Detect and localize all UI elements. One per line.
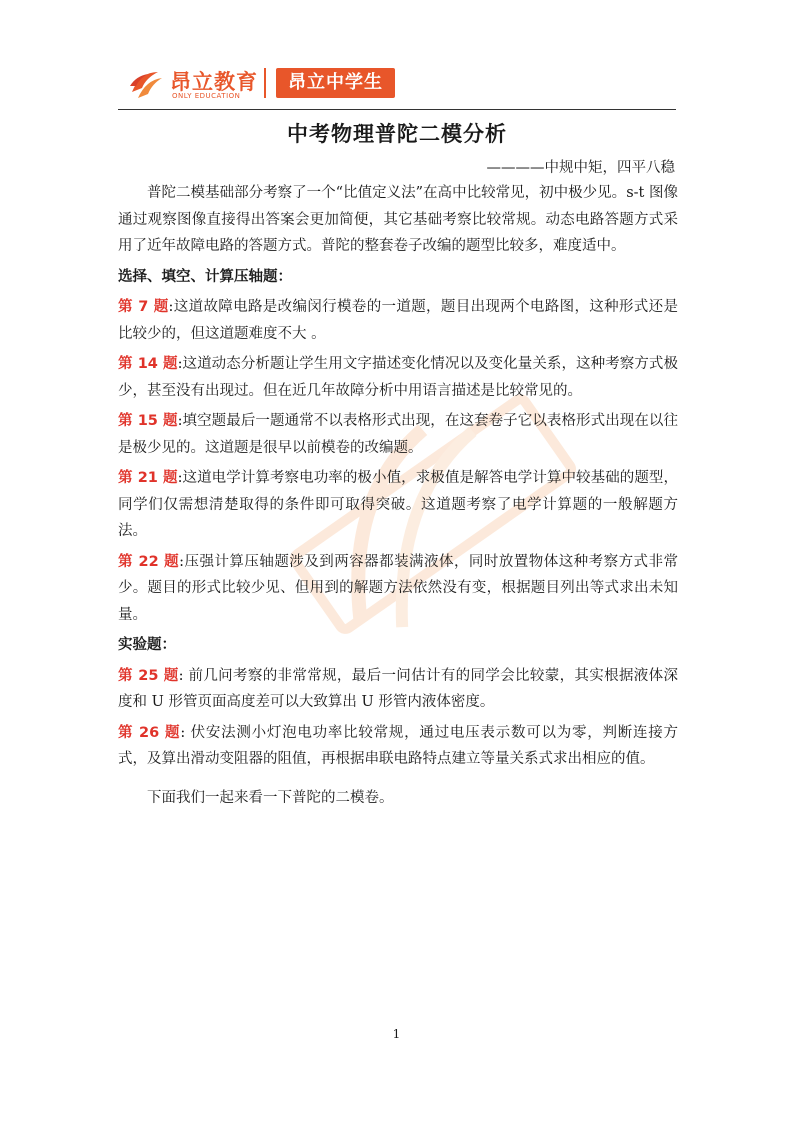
question-label: 第 22 题 xyxy=(118,553,180,570)
question-text: : 伏安法测小灯泡电功率比较常规，通过电压表示数可以为零，判断连接方式，及算出滑动变阻器的阻值，再根据串联电路特点建立等量关系式求出相应的值。 xyxy=(118,724,678,767)
question-item xyxy=(118,549,678,629)
closing-paragraph: 下面我们一起来看一下普陀的二模卷。 xyxy=(147,789,394,806)
question-item xyxy=(118,351,678,404)
question-item xyxy=(118,408,678,461)
header-rule xyxy=(118,109,676,110)
section-heading-experiment: 实验题： xyxy=(118,637,176,653)
question-label: 第 14 题 xyxy=(118,356,178,372)
document-body xyxy=(118,180,678,811)
question-label: 第 25 题 xyxy=(118,667,179,684)
question-label: 第 7 题 xyxy=(118,299,169,315)
section-heading-calculation: 选择、填空、计算压轴题： xyxy=(118,268,292,285)
document-subtitle: ————中规中矩，四平八稳 xyxy=(486,160,675,176)
brand-logo-icon xyxy=(128,66,164,102)
question-item xyxy=(118,663,678,716)
question-text: :这道动态分析题让学生用文字描述变化情况以及变化量关系，这种考察方式极少，甚至没有出现过。但在近几年故障分析中用语言描述是比较常见的。 xyxy=(118,356,678,399)
question-text: :填空题最后一题通常不以表格形式出现，在这套卷子它以表格形式出现在以往是极少见的。这道题是很早以前模卷的改编题。 xyxy=(118,413,678,456)
question-text: :压强计算压轴题涉及到两容器都装满液体，同时放置物体这种考察方式非常少。题目的形式比较少见、但用到的解题方法依然没有变，根据题目列出等式求出未知量。 xyxy=(118,553,678,623)
question-label: 第 21 题 xyxy=(118,470,178,486)
document-title: 中考物理普陀二模分析 xyxy=(287,122,507,146)
question-item xyxy=(118,465,678,545)
header-divider xyxy=(264,68,266,98)
page-number: 1 xyxy=(392,1027,401,1041)
question-text: :这道故障电路是改编闵行模卷的一道题，题目出现两个电路图，这种形式还是比较少的，但这道题难度不大 。 xyxy=(118,299,678,342)
question-item xyxy=(118,294,678,347)
question-label: 第 15 题 xyxy=(118,413,178,429)
question-text: :这道电学计算考察电功率的极小值，求极值是解答电学计算中较基础的题型，同学们仅需想清楚取得的条件即可取得突破。这道题考察了电学计算题的一般解题方法。 xyxy=(118,470,678,539)
intro-paragraph: 普陀二模基础部分考察了一个“比值定义法”在高中比较常见，初中极少见。s-t 图像通过观察图像直接得出答案会更加简便，其它基础考察比较常规。动态电路答题方式采用了近年故障电路的答题方式。普陀的整套卷子改编的题型比较多，难度适中。 xyxy=(118,185,678,254)
question-label: 第 26 题 xyxy=(118,724,181,741)
brand-name: 昂立教育 xyxy=(170,70,258,94)
brand-name-english: ONLY EDUCATION xyxy=(172,92,241,100)
brand-badge: 昂立中学生 xyxy=(276,68,395,98)
question-item xyxy=(118,720,678,773)
question-text: : 前几问考察的非常常规，最后一问估计有的同学会比较蒙，其实根据液体深度和 U 形管页面高度差可以大致算出 U 形管内液体密度。 xyxy=(118,667,678,710)
page-header xyxy=(118,60,678,110)
